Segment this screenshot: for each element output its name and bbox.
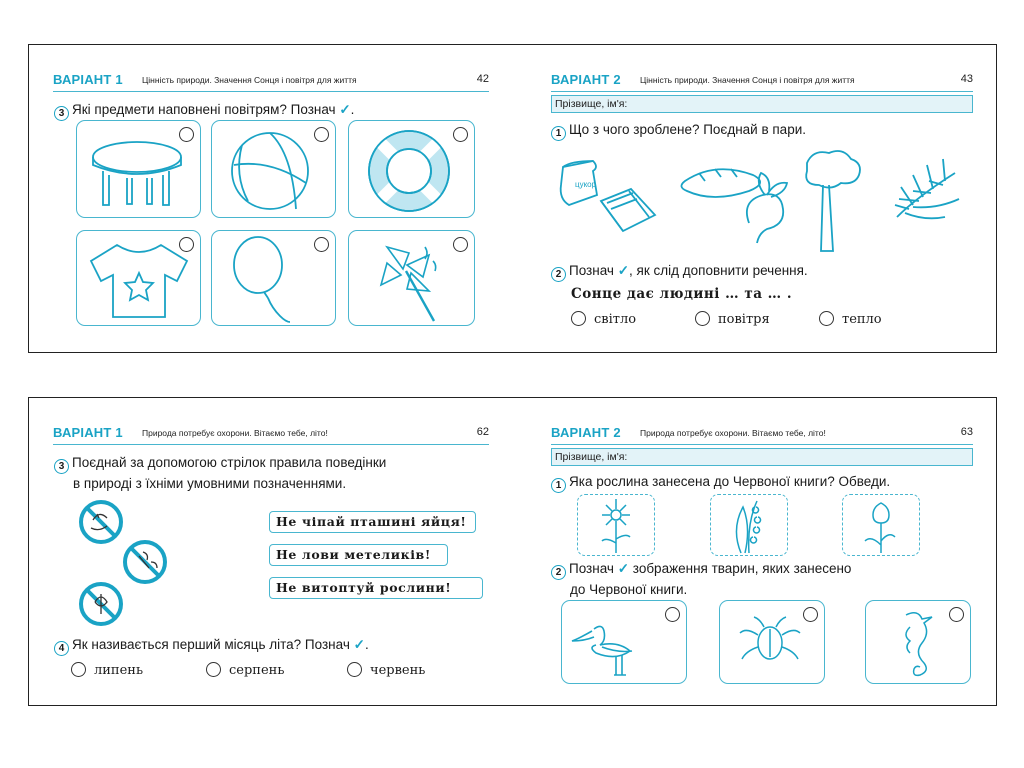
check-mark-icon: ✓ — [617, 263, 630, 278]
task-1-question — [551, 120, 806, 141]
task-text: Як називається перший місяць літа? Познач — [72, 637, 350, 652]
option-label: світло — [594, 312, 637, 327]
check-mark-icon: ✓ — [353, 637, 365, 652]
answer-circle[interactable] — [179, 127, 194, 142]
wheat-icon — [895, 159, 959, 218]
option-svitlo[interactable] — [571, 311, 636, 327]
plant-card-aster[interactable] — [577, 494, 655, 556]
task-text: Яка рослина занесена до Червоної книги? Обведи. — [569, 474, 891, 489]
radio-circle[interactable] — [571, 311, 586, 326]
task-number: 4 — [54, 641, 69, 656]
task-number: 2 — [551, 565, 566, 580]
task-2-question — [551, 261, 808, 282]
option-povitria[interactable] — [695, 311, 770, 327]
sugar-bag-label: цукор — [575, 180, 597, 189]
task-text: Які предмети наповнені повітрям? Познач — [72, 102, 336, 117]
answer-circle[interactable] — [179, 237, 194, 252]
name-field[interactable] — [551, 448, 973, 466]
task-text: Поєднай за допомогою стрілок правила поведінки — [72, 455, 387, 470]
plant-card-lily-of-the-valley[interactable] — [710, 494, 788, 556]
radio-circle[interactable] — [695, 311, 710, 326]
animal-card-seahorse[interactable] — [865, 600, 971, 684]
variant-label: ВАРІАНТ 1 — [53, 425, 123, 440]
answer-circle[interactable] — [314, 127, 329, 142]
page-header — [551, 424, 973, 445]
radio-circle[interactable] — [206, 662, 221, 677]
page-header — [53, 71, 489, 92]
no-catching-butterflies-sign-icon — [81, 584, 121, 624]
book-icon — [601, 189, 655, 231]
name-field-label: Прізвище, ім'я: — [555, 451, 628, 463]
matching-pictures — [553, 145, 973, 255]
page-62 — [29, 398, 513, 705]
task-3-question — [54, 453, 386, 493]
rule-card-eggs[interactable]: Не чіпай пташині яйця! — [269, 511, 476, 533]
option-cherven[interactable] — [347, 662, 425, 678]
page-number: 62 — [476, 426, 489, 438]
rule-card-plants[interactable]: Не витоптуй рослини! — [269, 577, 483, 599]
page-42 — [29, 45, 513, 352]
no-touching-eggs-sign-icon — [81, 502, 121, 542]
option-label: тепло — [842, 312, 882, 327]
option-label: повітря — [718, 312, 770, 327]
workbook-spread-top — [28, 44, 997, 353]
tree-icon — [806, 151, 860, 251]
card-lifebuoy[interactable] — [348, 120, 475, 218]
task-number: 3 — [54, 459, 69, 474]
card-ball[interactable] — [211, 120, 336, 218]
card-balloon[interactable] — [211, 230, 336, 326]
card-tshirt[interactable] — [76, 230, 201, 326]
radio-circle[interactable] — [71, 662, 86, 677]
task-number: 3 — [54, 106, 69, 121]
option-label: червень — [370, 663, 426, 678]
radio-circle[interactable] — [347, 662, 362, 677]
task-text: Познач — [569, 561, 614, 576]
answer-circle[interactable] — [314, 237, 329, 252]
plant-card-tulip[interactable] — [842, 494, 920, 556]
radio-circle[interactable] — [819, 311, 834, 326]
page-number: 63 — [960, 426, 973, 438]
task-text-line2: в природі з їхніми умовними позначеннями. — [73, 476, 347, 491]
page-number: 43 — [960, 73, 973, 85]
workbook-spread-bottom — [28, 397, 997, 706]
task-text-end: , як слід доповнити речення. — [629, 263, 808, 278]
beet-icon — [747, 173, 787, 243]
name-field[interactable] — [551, 95, 973, 113]
task-text-end: зображення тварин, яких занесено — [629, 561, 852, 576]
task-number: 2 — [551, 267, 566, 282]
task-3-question — [54, 100, 354, 121]
task-text: Познач — [569, 263, 614, 278]
page-63 — [513, 398, 997, 705]
task-end: . — [364, 637, 369, 652]
answer-circle[interactable] — [665, 607, 680, 622]
variant-label: ВАРІАНТ 2 — [551, 72, 621, 87]
topic-title: Цінність природи. Значення Сонця і повітря для життя — [142, 75, 357, 85]
page-number: 42 — [476, 73, 489, 85]
option-label: серпень — [229, 663, 285, 678]
answer-circle[interactable] — [803, 607, 818, 622]
name-field-label: Прізвище, ім'я: — [555, 98, 628, 110]
sentence-to-complete: Сонце дає людині … та … . — [571, 286, 793, 302]
topic-title: Природа потребує охорони. Вітаємо тебе, літо! — [142, 428, 328, 438]
task-end: . — [350, 102, 355, 117]
no-picking-flowers-sign-icon — [125, 542, 165, 582]
rule-card-butterflies[interactable]: Не лови метеликів! — [269, 544, 448, 566]
topic-title: Цінність природи. Значення Сонця і повітря для життя — [640, 75, 855, 85]
option-serpen[interactable] — [206, 662, 284, 678]
aster-flower-icon — [578, 495, 656, 557]
lily-of-the-valley-icon — [711, 495, 789, 557]
check-mark-icon: ✓ — [617, 561, 630, 576]
task-text-line2: до Червоної книги. — [570, 582, 688, 597]
page-header — [53, 424, 489, 445]
prohibition-signs — [73, 498, 183, 628]
task-2-question — [551, 559, 851, 599]
card-table[interactable] — [76, 120, 201, 218]
variant-label: ВАРІАНТ 2 — [551, 425, 621, 440]
animal-card-stork[interactable] — [561, 600, 687, 684]
variant-label: ВАРІАНТ 1 — [53, 72, 123, 87]
task-text: Що з чого зроблене? Поєднай в пари. — [569, 122, 806, 137]
animal-card-beetle[interactable] — [719, 600, 825, 684]
card-pinwheel[interactable] — [348, 230, 475, 326]
page-43 — [513, 45, 997, 352]
task-1-question — [551, 472, 890, 493]
answer-circle[interactable] — [453, 237, 468, 252]
task-number: 1 — [551, 126, 566, 141]
option-label: липень — [94, 663, 144, 678]
task-4-question — [54, 635, 369, 656]
answer-circle[interactable] — [949, 607, 964, 622]
tulip-icon — [843, 495, 921, 557]
check-mark-icon: ✓ — [339, 102, 351, 117]
option-lypen[interactable] — [71, 662, 143, 678]
topic-title: Природа потребує охорони. Вітаємо тебе, літо! — [640, 428, 826, 438]
answer-circle[interactable] — [453, 127, 468, 142]
option-teplo[interactable] — [819, 311, 882, 327]
page-header — [551, 71, 973, 92]
task-number: 1 — [551, 478, 566, 493]
bread-icon — [681, 169, 760, 197]
